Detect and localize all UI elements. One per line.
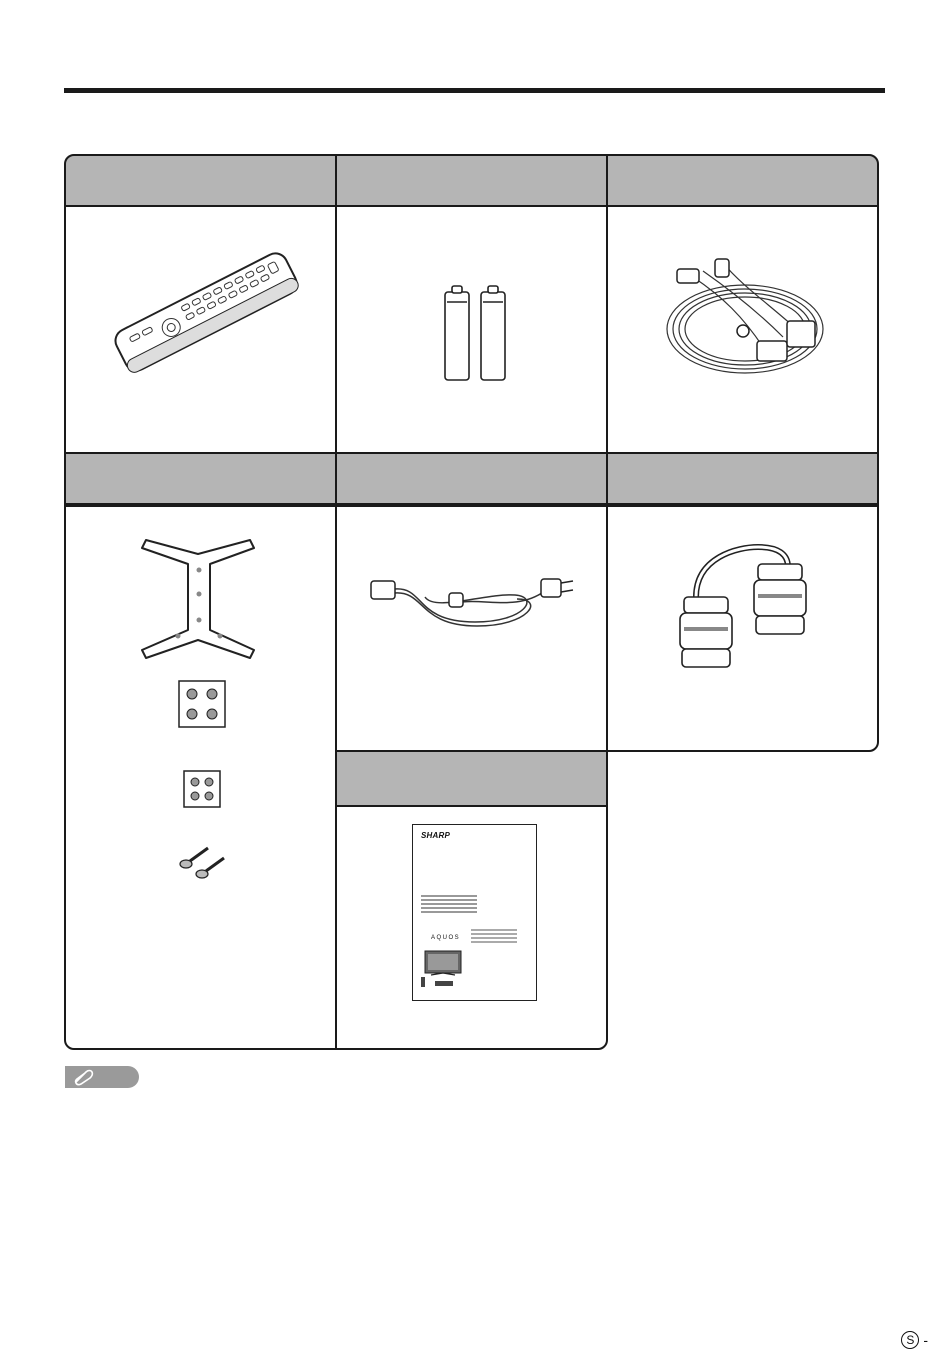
stand-base-icon bbox=[138, 532, 268, 662]
operation-manual-icon bbox=[412, 824, 537, 1001]
cell-batteries bbox=[335, 205, 608, 454]
top-rule bbox=[64, 88, 885, 93]
header-ac-cord bbox=[335, 452, 608, 505]
cell-adaptor bbox=[606, 505, 879, 752]
header-batteries bbox=[335, 154, 608, 207]
header-stand bbox=[64, 452, 337, 505]
av-cable-icon bbox=[663, 257, 828, 387]
screws-icon bbox=[174, 842, 234, 882]
header-adaptor bbox=[606, 452, 879, 505]
cell-stand bbox=[64, 505, 337, 1050]
note-tab bbox=[65, 1066, 139, 1088]
cell-av-cable bbox=[606, 205, 879, 454]
manual-side-stripes bbox=[471, 929, 517, 943]
paperclip-icon bbox=[71, 1068, 95, 1086]
manual-brand-logo: SHARP bbox=[421, 831, 451, 840]
stand-pad-large-icon bbox=[177, 679, 227, 729]
page-marker-suffix: - bbox=[923, 1332, 928, 1348]
cell-remote-control bbox=[64, 205, 337, 454]
manual-product-logo: AQUOS bbox=[431, 935, 461, 941]
remote-control-icon bbox=[106, 232, 306, 392]
cell-operation-manual bbox=[335, 805, 608, 1050]
manual-tv-illustration bbox=[421, 949, 481, 989]
header-operation-manual bbox=[335, 750, 608, 807]
header-remote-control bbox=[64, 154, 337, 207]
page-marker-letter: S bbox=[901, 1331, 919, 1349]
ac-power-cord-icon bbox=[365, 567, 580, 632]
manual-title-stripes bbox=[421, 895, 477, 913]
dual-connector-adaptor-icon bbox=[678, 542, 818, 682]
page-number bbox=[901, 1331, 928, 1349]
cell-ac-cord bbox=[335, 505, 608, 752]
stand-pad-small-icon bbox=[182, 769, 222, 809]
header-av-cable bbox=[606, 154, 879, 207]
aa-batteries-icon bbox=[437, 282, 517, 387]
